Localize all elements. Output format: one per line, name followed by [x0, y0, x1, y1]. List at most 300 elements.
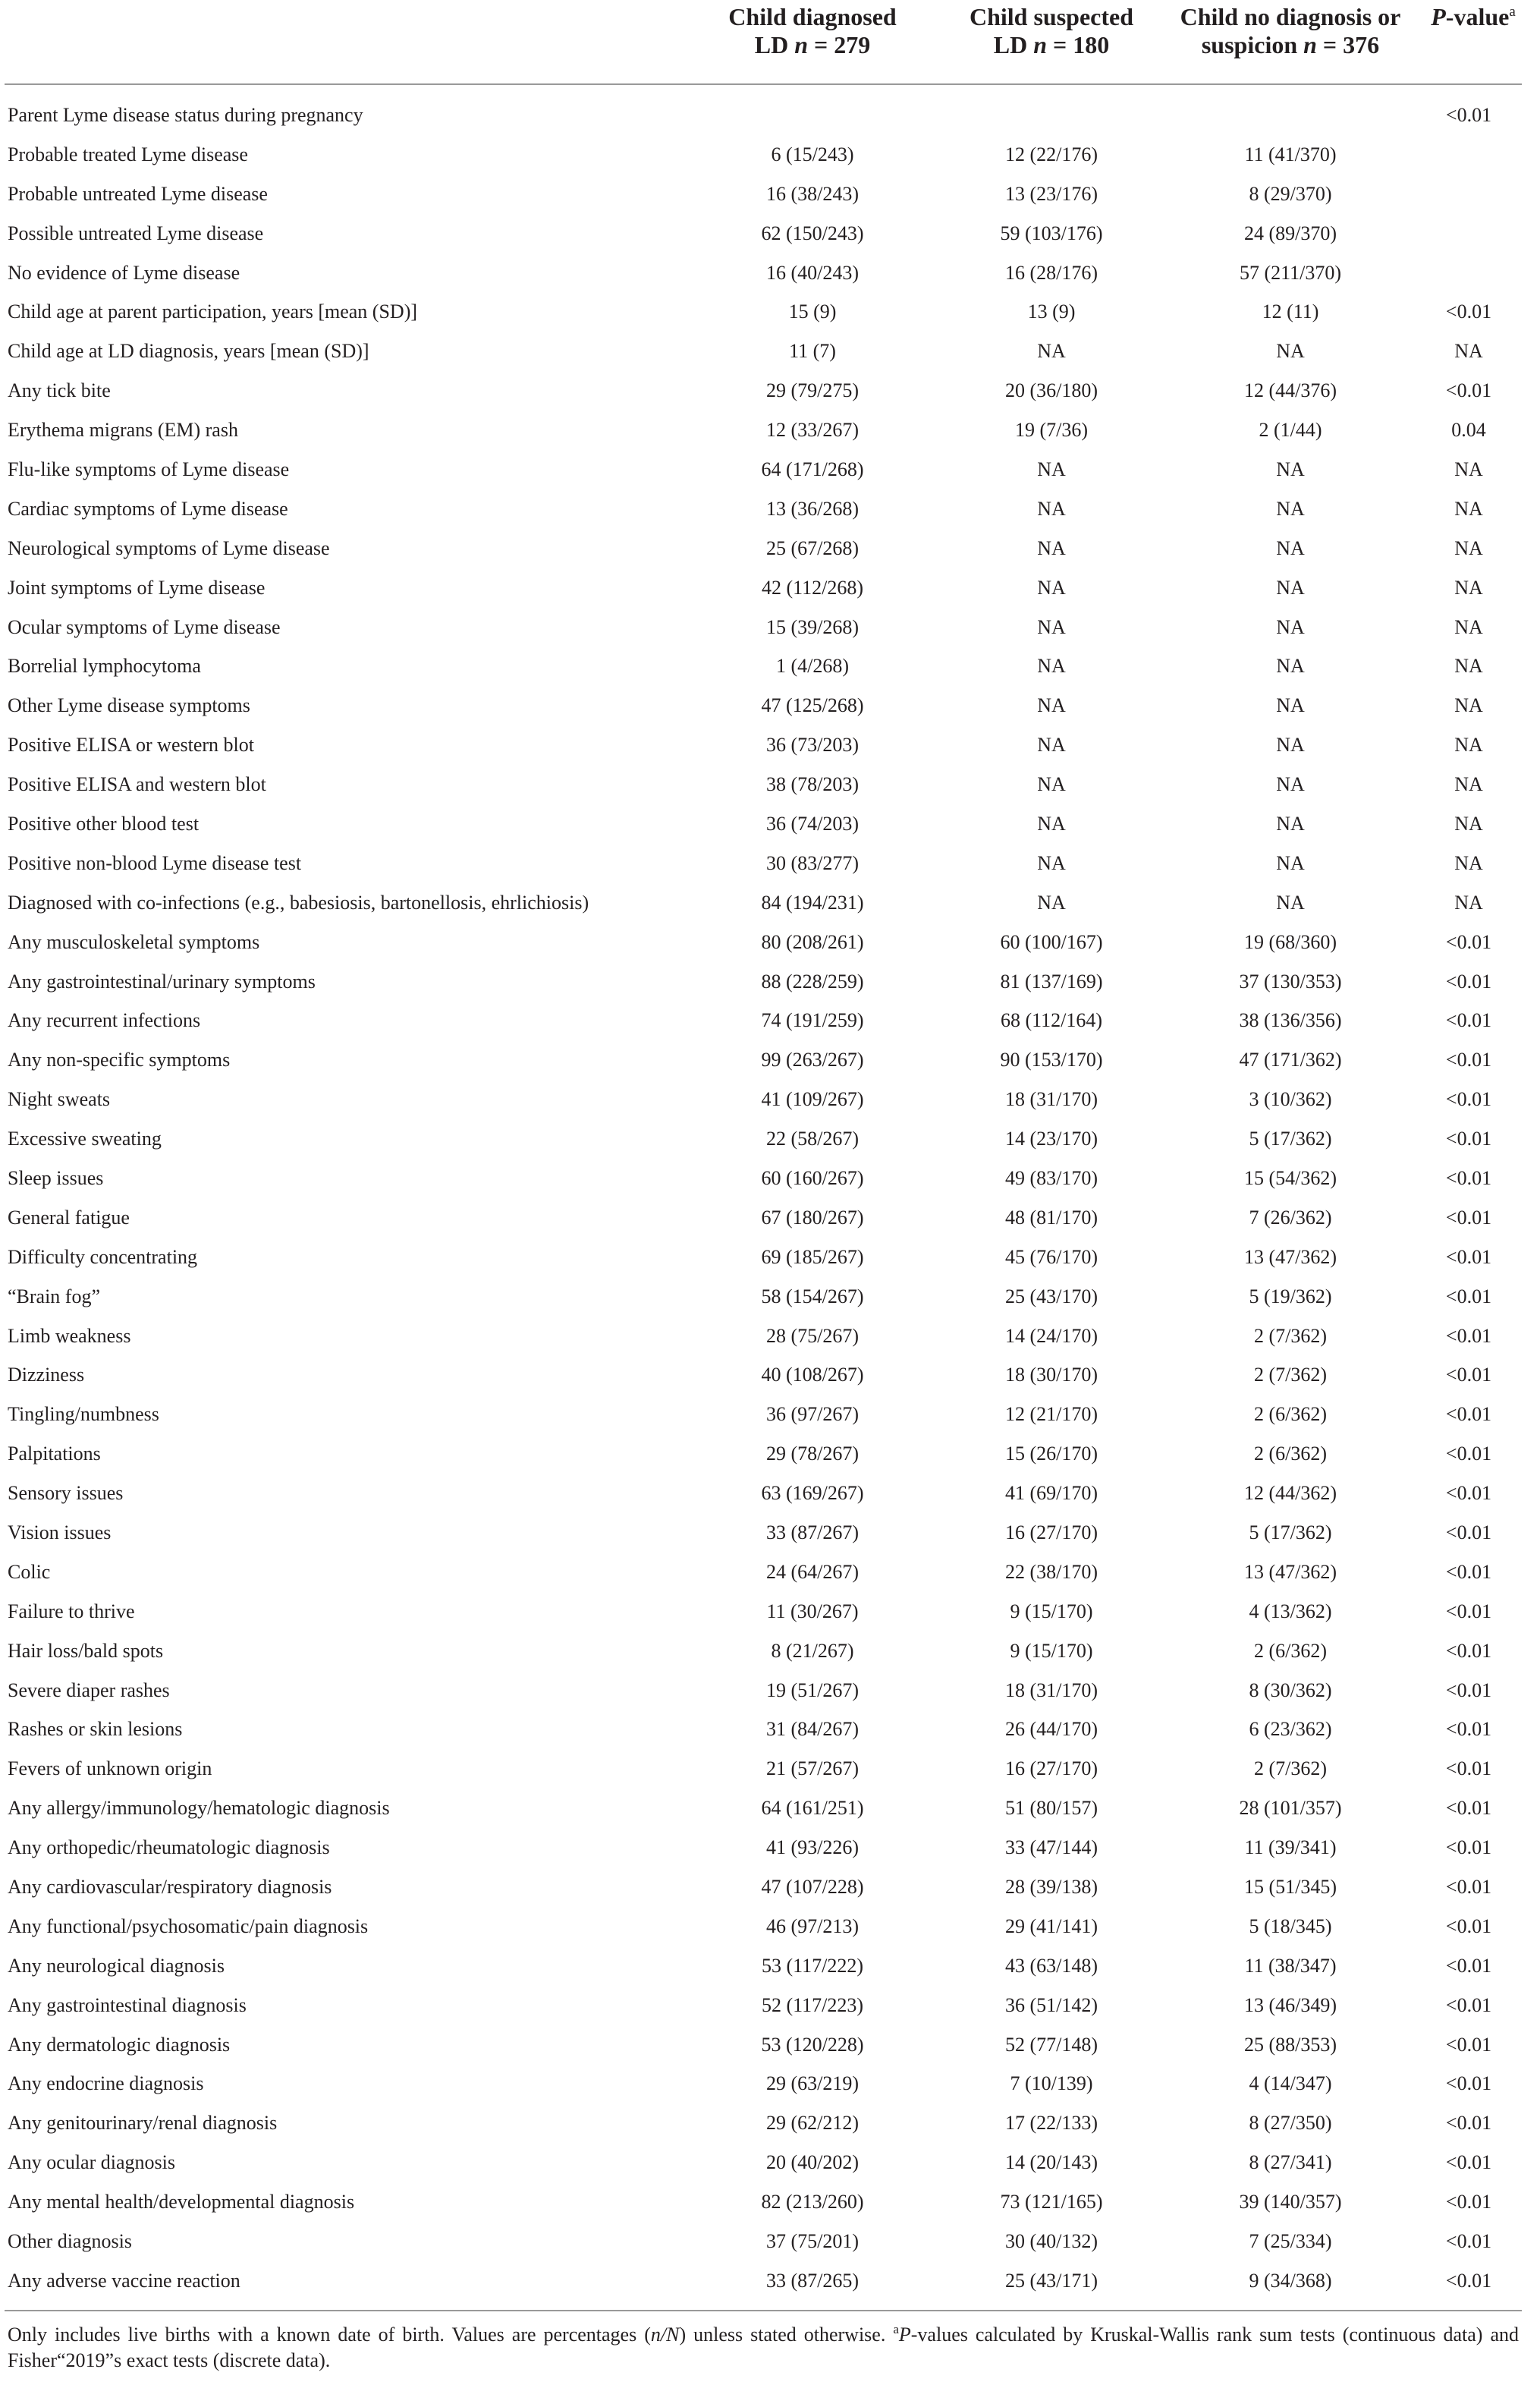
cell-child-no-diagnosis: 12 (44/362): [1243, 1482, 1337, 1505]
cell-child-no-diagnosis: 8 (27/350): [1249, 2112, 1332, 2135]
cell-p-value: <0.01: [1445, 1954, 1492, 1977]
cell-p-value: <0.01: [1445, 1245, 1492, 1268]
cell-child-diagnosed: [687, 85, 938, 135]
table-row: [5, 1198, 1522, 1238]
row-label: Other diagnosis: [8, 2230, 132, 2253]
cell-child-no-diagnosis: 9 (34/368): [1249, 2269, 1332, 2292]
cell-child-suspected: 30 (40/132): [1004, 2230, 1098, 2253]
cell-child-suspected: 60 (100/167): [1000, 930, 1103, 953]
table-row: [5, 2261, 1522, 2301]
row-label: Child age at parent participation, years [mean (SD)]: [8, 300, 418, 323]
cell-child-suspected: 90 (153/170): [1000, 1049, 1103, 1071]
cell-child-no-diagnosis: 38 (136/356): [1239, 1009, 1342, 1032]
cell-child-no-diagnosis: 5 (17/362): [1249, 1128, 1332, 1150]
cell-child-diagnosed: 63 (169/267): [761, 1482, 864, 1505]
cell-p-value: <0.01: [1445, 1797, 1492, 1820]
table-row: [5, 1356, 1522, 1395]
cell-p-value: <0.01: [1445, 1285, 1492, 1307]
cell-child-no-diagnosis: 13 (47/362): [1243, 1560, 1337, 1583]
cell-child-diagnosed: 28 (75/267): [765, 1324, 860, 1347]
row-label: Palpitations: [8, 1443, 101, 1465]
cell-child-diagnosed: 74 (191/259): [761, 1009, 864, 1032]
cell-child-diagnosed: 11 (7): [789, 340, 836, 363]
cell-child-no-diagnosis: 2 (7/362): [1253, 1757, 1328, 1780]
cell-child-diagnosed: 84 (194/231): [761, 891, 864, 914]
cell-p-value: <0.01: [1445, 1128, 1492, 1150]
table-row: [5, 568, 1522, 608]
cell-p-value: <0.01: [1445, 103, 1492, 126]
cell-child-no-diagnosis: 5 (19/362): [1249, 1285, 1332, 1307]
row-label: Colic: [8, 1560, 51, 1583]
cell-child-suspected: 9 (15/170): [1010, 1639, 1093, 1662]
cell-child-suspected: 17 (22/133): [1004, 2112, 1098, 2135]
cell-p-value: NA: [1454, 655, 1483, 678]
header-line: Child diagnosed: [728, 3, 897, 30]
cell-child-suspected: 49 (83/170): [1004, 1166, 1098, 1189]
cell-child-no-diagnosis: NA: [1276, 615, 1305, 638]
row-label: No evidence of Lyme disease: [8, 261, 240, 284]
cell-p-value: NA: [1454, 497, 1483, 520]
row-label: Probable untreated Lyme disease: [8, 182, 268, 205]
cell-p-value: <0.01: [1445, 1876, 1492, 1899]
row-label: Parent Lyme disease status during pregnancy: [8, 103, 363, 126]
row-label: Neurological symptoms of Lyme disease: [8, 536, 330, 559]
cell-child-no-diagnosis: NA: [1276, 536, 1305, 559]
table-row: [5, 253, 1522, 293]
cell-child-suspected: 16 (28/176): [1004, 261, 1098, 284]
cell-p-value: NA: [1454, 891, 1483, 914]
cell-child-diagnosed: 13 (36/268): [765, 497, 860, 520]
table-figure: [5, 0, 1522, 2374]
header-line: LD n = 279: [754, 31, 871, 58]
table-row: [5, 1040, 1522, 1080]
row-label: Tingling/numbness: [8, 1403, 159, 1426]
cell-p-value: <0.01: [1445, 1443, 1492, 1465]
cell-child-no-diagnosis: 6 (23/362): [1249, 1718, 1332, 1741]
cell-child-no-diagnosis: NA: [1276, 458, 1305, 480]
cell-child-no-diagnosis: NA: [1276, 694, 1305, 717]
table-row: [5, 1277, 1522, 1317]
cell-child-diagnosed: 99 (263/267): [761, 1049, 864, 1071]
table-row: [5, 1907, 1522, 1946]
row-label: Sleep issues: [8, 1166, 104, 1189]
cell-p-value: <0.01: [1445, 2151, 1492, 2174]
cell-child-diagnosed: 41 (93/226): [765, 1836, 860, 1859]
cell-child-suspected: 18 (31/170): [1004, 1088, 1098, 1111]
cell-child-no-diagnosis: 11 (39/341): [1244, 1836, 1337, 1859]
row-label: Dizziness: [8, 1364, 85, 1386]
cell-child-diagnosed: 29 (63/219): [765, 2072, 860, 2095]
cell-child-suspected: 22 (38/170): [1004, 1560, 1098, 1583]
table-row: [5, 923, 1522, 962]
cell-child-suspected: 16 (27/170): [1004, 1757, 1098, 1780]
row-label: Difficulty concentrating: [8, 1245, 198, 1268]
table-footnote: Only includes live births with a known date of birth. Values are percentages (n/N) unless stated otherwise. $^a$P-values calculated by Kruskal-Wallis rank sum tests (continuous data) and Fisher“2019”s exact tests (discrete data).: [8, 2321, 1519, 2371]
row-label: Excessive sweating: [8, 1128, 162, 1150]
cell-child-no-diagnosis: [1165, 85, 1416, 135]
cell-child-no-diagnosis: 7 (26/362): [1249, 1206, 1332, 1229]
cell-child-suspected: 81 (137/169): [1000, 970, 1103, 993]
cell-child-diagnosed: 80 (208/261): [761, 930, 864, 953]
row-label: Any cardiovascular/respiratory diagnosis: [8, 1876, 332, 1899]
cell-child-no-diagnosis: 19 (68/360): [1243, 930, 1337, 953]
table-row: [5, 1946, 1522, 1986]
cell-p-value: <0.01: [1445, 1836, 1492, 1859]
cell-child-diagnosed: 53 (120/228): [761, 2033, 864, 2056]
cell-p-value: [1416, 175, 1522, 214]
cell-child-suspected: 14 (23/170): [1004, 1128, 1098, 1150]
cell-child-no-diagnosis: 2 (6/362): [1253, 1403, 1328, 1426]
cell-child-no-diagnosis: 2 (6/362): [1253, 1443, 1328, 1465]
table-row: [5, 1317, 1522, 1356]
table-row: [5, 489, 1522, 529]
cell-child-suspected: 20 (36/180): [1004, 379, 1098, 402]
header-line: Child no diagnosis or: [1180, 3, 1401, 30]
cell-p-value: [1416, 253, 1522, 293]
row-label: Any genitourinary/renal diagnosis: [8, 2112, 278, 2135]
table-row: [5, 1592, 1522, 1631]
cell-p-value: <0.01: [1445, 1679, 1492, 1701]
cell-child-diagnosed: 36 (97/267): [765, 1403, 860, 1426]
cell-child-suspected: 41 (69/170): [1004, 1482, 1098, 1505]
cell-p-value: [1416, 135, 1522, 175]
cell-child-no-diagnosis: NA: [1276, 576, 1305, 599]
row-label: Borrelial lymphocytoma: [8, 655, 201, 678]
row-label: Ocular symptoms of Lyme disease: [8, 615, 281, 638]
cell-child-diagnosed: 20 (40/202): [765, 2151, 860, 2174]
row-label: Limb weakness: [8, 1324, 131, 1347]
cell-p-value: <0.01: [1445, 2033, 1492, 2056]
table-row: [5, 411, 1522, 450]
cell-child-suspected: 45 (76/170): [1004, 1245, 1098, 1268]
cell-child-suspected: 29 (41/141): [1004, 1914, 1098, 1937]
cell-child-suspected: 73 (121/165): [1000, 2191, 1103, 2213]
table-row: [5, 2025, 1522, 2065]
cell-child-suspected: 14 (20/143): [1004, 2151, 1098, 2174]
cell-p-value: <0.01: [1445, 1403, 1492, 1426]
table-row: [5, 647, 1522, 686]
cell-child-suspected: 33 (47/144): [1004, 1836, 1098, 1859]
row-label: Any tick bite: [8, 379, 111, 402]
cell-child-no-diagnosis: NA: [1276, 655, 1305, 678]
cell-child-no-diagnosis: 24 (89/370): [1243, 222, 1337, 244]
row-label: Cardiac symptoms of Lyme disease: [8, 497, 288, 520]
cell-p-value: <0.01: [1445, 2072, 1492, 2095]
cell-child-suspected: 48 (81/170): [1004, 1206, 1098, 1229]
table-row: [5, 1671, 1522, 1710]
cell-child-diagnosed: 58 (154/267): [761, 1285, 864, 1307]
cell-child-diagnosed: 16 (38/243): [765, 182, 860, 205]
cell-p-value: <0.01: [1445, 2230, 1492, 2253]
table-row: [5, 2143, 1522, 2182]
header-line: suspicion n = 376: [1201, 31, 1380, 58]
cell-child-diagnosed: 29 (79/275): [765, 379, 860, 402]
cell-child-suspected: [938, 85, 1165, 135]
row-label: Any orthopedic/rheumatologic diagnosis: [8, 1836, 330, 1859]
cell-child-suspected: 15 (26/170): [1004, 1443, 1098, 1465]
cell-child-diagnosed: 19 (51/267): [765, 1679, 860, 1701]
row-label: Positive other blood test: [8, 812, 200, 835]
cell-child-no-diagnosis: NA: [1276, 773, 1305, 796]
row-label: Any ocular diagnosis: [8, 2151, 175, 2174]
cell-child-diagnosed: 69 (185/267): [761, 1245, 864, 1268]
cell-p-value: NA: [1454, 576, 1483, 599]
table-row: [5, 1553, 1522, 1592]
table-row: [5, 608, 1522, 647]
cell-child-diagnosed: 47 (107/228): [761, 1876, 864, 1899]
cell-p-value: <0.01: [1445, 1206, 1492, 1229]
cell-child-diagnosed: 31 (84/267): [765, 1718, 860, 1741]
cell-child-diagnosed: 37 (75/201): [765, 2230, 860, 2253]
table-row: [5, 371, 1522, 411]
cell-p-value: <0.01: [1445, 1718, 1492, 1741]
row-label: Sensory issues: [8, 1482, 124, 1505]
cell-p-value: <0.01: [1445, 1088, 1492, 1111]
cell-child-diagnosed: 40 (108/267): [761, 1364, 864, 1386]
table-row: [5, 332, 1522, 371]
cell-child-no-diagnosis: 2 (7/362): [1253, 1324, 1328, 1347]
table-row: [5, 214, 1522, 253]
cell-child-no-diagnosis: 8 (30/362): [1249, 1679, 1332, 1701]
cell-child-suspected: 59 (103/176): [1000, 222, 1103, 244]
row-label: Positive ELISA and western blot: [8, 773, 266, 796]
cell-child-diagnosed: 29 (62/212): [765, 2112, 860, 2135]
table-row: [5, 1238, 1522, 1277]
cell-child-diagnosed: 64 (161/251): [761, 1797, 864, 1820]
cell-child-suspected: 26 (44/170): [1004, 1718, 1098, 1741]
cell-p-value: <0.01: [1445, 1049, 1492, 1071]
cell-child-diagnosed: 36 (74/203): [765, 812, 860, 835]
cell-child-diagnosed: 15 (39/268): [765, 615, 860, 638]
cell-child-diagnosed: 33 (87/265): [765, 2269, 860, 2292]
cell-child-suspected: 68 (112/164): [1000, 1009, 1103, 1032]
cell-child-no-diagnosis: 47 (171/362): [1239, 1049, 1342, 1071]
cell-child-diagnosed: 42 (112/268): [761, 576, 864, 599]
cell-child-diagnosed: 30 (83/277): [765, 851, 860, 874]
cell-p-value: NA: [1454, 812, 1483, 835]
table-row: [5, 1828, 1522, 1867]
cell-child-suspected: 51 (80/157): [1004, 1797, 1098, 1820]
table-row: [5, 2103, 1522, 2143]
row-label: Any allergy/immunology/hematologic diagnosis: [8, 1797, 390, 1820]
table-row: [5, 1001, 1522, 1040]
cell-child-no-diagnosis: 25 (88/353): [1243, 2033, 1337, 2056]
row-label: “Brain fog”: [8, 1285, 101, 1307]
cell-child-diagnosed: 88 (228/259): [761, 970, 864, 993]
cell-child-suspected: 52 (77/148): [1004, 2033, 1098, 2056]
cell-child-no-diagnosis: 4 (13/362): [1249, 1600, 1332, 1622]
cell-child-suspected: NA: [1037, 734, 1066, 757]
row-label: Failure to thrive: [8, 1600, 135, 1622]
table-row: [5, 1119, 1522, 1159]
cell-child-suspected: 9 (15/170): [1010, 1600, 1093, 1622]
cell-p-value: <0.01: [1445, 2269, 1492, 2292]
cell-child-no-diagnosis: NA: [1276, 812, 1305, 835]
row-label: Any musculoskeletal symptoms: [8, 930, 260, 953]
cell-child-diagnosed: 24 (64/267): [765, 1560, 860, 1583]
table-row: [5, 2182, 1522, 2222]
cell-child-no-diagnosis: 13 (46/349): [1243, 1993, 1337, 2016]
cell-child-no-diagnosis: 3 (10/362): [1249, 1088, 1332, 1111]
cell-child-suspected: 16 (27/170): [1004, 1521, 1098, 1543]
cell-child-no-diagnosis: 7 (25/334): [1249, 2230, 1332, 2253]
row-label: Any gastrointestinal/urinary symptoms: [8, 970, 316, 993]
cell-child-suspected: 25 (43/170): [1004, 1285, 1098, 1307]
header-child-diagnosed: [687, 3, 938, 59]
cell-child-suspected: NA: [1037, 655, 1066, 678]
cell-child-diagnosed: 47 (125/268): [761, 694, 864, 717]
cell-child-suspected: NA: [1037, 891, 1066, 914]
cell-child-suspected: 25 (43/171): [1004, 2269, 1098, 2292]
table-row: [5, 1986, 1522, 2025]
row-label: Any mental health/developmental diagnosis: [8, 2191, 355, 2213]
cell-child-no-diagnosis: 13 (47/362): [1243, 1245, 1337, 1268]
data-table: [5, 85, 1522, 2301]
row-label: Any non-specific symptoms: [8, 1049, 231, 1071]
cell-child-no-diagnosis: 2 (1/44): [1259, 419, 1322, 442]
cell-child-suspected: NA: [1037, 497, 1066, 520]
cell-p-value: NA: [1454, 458, 1483, 480]
cell-child-no-diagnosis: 15 (51/345): [1243, 1876, 1337, 1899]
cell-p-value: NA: [1454, 773, 1483, 796]
cell-p-value: <0.01: [1445, 1560, 1492, 1583]
table-row: [5, 1159, 1522, 1198]
cell-child-no-diagnosis: 8 (29/370): [1249, 182, 1332, 205]
table-row: [5, 962, 1522, 1002]
cell-child-suspected: NA: [1037, 458, 1066, 480]
cell-child-diagnosed: 25 (67/268): [765, 536, 860, 559]
cell-p-value: <0.01: [1445, 2191, 1492, 2213]
cell-child-no-diagnosis: 37 (130/353): [1239, 970, 1342, 993]
cell-child-suspected: NA: [1037, 773, 1066, 796]
cell-child-no-diagnosis: 2 (6/362): [1253, 1639, 1328, 1662]
cell-p-value: NA: [1454, 734, 1483, 757]
cell-child-suspected: 43 (63/148): [1004, 1954, 1098, 1977]
cell-child-no-diagnosis: 12 (44/376): [1243, 379, 1337, 402]
cell-p-value: <0.01: [1445, 1639, 1492, 1662]
cell-child-diagnosed: 46 (97/213): [765, 1914, 860, 1937]
header-line: Child suspected: [969, 3, 1134, 30]
cell-p-value: <0.01: [1445, 1993, 1492, 2016]
row-label: Flu-like symptoms of Lyme disease: [8, 458, 290, 480]
table-row: [5, 1749, 1522, 1789]
cell-child-no-diagnosis: NA: [1276, 891, 1305, 914]
cell-p-value: NA: [1454, 536, 1483, 559]
cell-child-suspected: NA: [1037, 576, 1066, 599]
table-row: [5, 1710, 1522, 1750]
header-child-suspected: [938, 3, 1165, 59]
cell-child-suspected: NA: [1037, 812, 1066, 835]
table-row: [5, 1631, 1522, 1671]
cell-p-value: <0.01: [1445, 2112, 1492, 2135]
cell-child-diagnosed: 1 (4/268): [775, 655, 850, 678]
cell-child-suspected: NA: [1037, 536, 1066, 559]
cell-child-suspected: 19 (7/36): [1014, 419, 1089, 442]
cell-p-value: <0.01: [1445, 930, 1492, 953]
cell-p-value: <0.01: [1445, 970, 1492, 993]
cell-child-diagnosed: 22 (58/267): [765, 1128, 860, 1150]
cell-child-no-diagnosis: 8 (27/341): [1249, 2151, 1332, 2174]
row-label: Positive ELISA or western blot: [8, 734, 254, 757]
table-row: [5, 175, 1522, 214]
cell-child-diagnosed: 52 (117/223): [761, 1993, 864, 2016]
cell-child-diagnosed: 41 (109/267): [761, 1088, 864, 1111]
row-label: Night sweats: [8, 1088, 111, 1111]
cell-child-diagnosed: 21 (57/267): [765, 1757, 860, 1780]
table-row: [5, 844, 1522, 883]
header-line: LD n = 180: [993, 31, 1110, 58]
row-label: Rashes or skin lesions: [8, 1718, 183, 1741]
cell-p-value: <0.01: [1445, 1166, 1492, 1189]
cell-child-no-diagnosis: 12 (11): [1262, 300, 1319, 323]
cell-child-diagnosed: 12 (33/267): [765, 419, 860, 442]
row-label: Any recurrent infections: [8, 1009, 201, 1032]
cell-child-suspected: 7 (10/139): [1010, 2072, 1093, 2095]
row-label: Probable treated Lyme disease: [8, 143, 248, 165]
cell-child-diagnosed: 8 (21/267): [771, 1639, 854, 1662]
table-row: [5, 686, 1522, 725]
cell-p-value: <0.01: [1445, 1914, 1492, 1937]
cell-child-diagnosed: 67 (180/267): [761, 1206, 864, 1229]
table-row: [5, 1395, 1522, 1434]
table-row: [5, 2065, 1522, 2104]
cell-p-value: NA: [1454, 615, 1483, 638]
cell-p-value: <0.01: [1445, 1009, 1492, 1032]
table-row: [5, 1474, 1522, 1513]
row-label: Other Lyme disease symptoms: [8, 694, 250, 717]
cell-child-diagnosed: 6 (15/243): [771, 143, 854, 165]
cell-child-suspected: 18 (30/170): [1004, 1364, 1098, 1386]
cell-p-value: <0.01: [1445, 1364, 1492, 1386]
cell-child-no-diagnosis: NA: [1276, 340, 1305, 363]
cell-child-no-diagnosis: 28 (101/357): [1239, 1797, 1342, 1820]
cell-child-diagnosed: 82 (213/260): [761, 2191, 864, 2213]
row-label: Vision issues: [8, 1521, 112, 1543]
cell-child-suspected: 12 (21/170): [1004, 1403, 1098, 1426]
cell-child-no-diagnosis: 2 (7/362): [1253, 1364, 1328, 1386]
table-row: [5, 765, 1522, 804]
cell-child-no-diagnosis: 11 (41/370): [1244, 143, 1337, 165]
table-row: [5, 529, 1522, 568]
table-row: [5, 135, 1522, 175]
cell-child-diagnosed: 33 (87/267): [765, 1521, 860, 1543]
cell-child-no-diagnosis: 39 (140/357): [1239, 2191, 1342, 2213]
cell-child-no-diagnosis: 57 (211/370): [1239, 261, 1342, 284]
cell-child-diagnosed: 53 (117/222): [761, 1954, 864, 1977]
cell-child-no-diagnosis: NA: [1276, 497, 1305, 520]
cell-p-value: NA: [1454, 851, 1483, 874]
header-p-value: P-value$^a$: [1431, 3, 1516, 30]
row-label: Any dermatologic diagnosis: [8, 2033, 231, 2056]
cell-child-diagnosed: 11 (30/267): [766, 1600, 859, 1622]
cell-child-no-diagnosis: 5 (17/362): [1249, 1521, 1332, 1543]
table-row: [5, 1513, 1522, 1553]
table-row: [5, 85, 1522, 135]
row-label: General fatigue: [8, 1206, 130, 1229]
cell-child-diagnosed: 62 (150/243): [761, 222, 864, 244]
cell-child-suspected: 12 (22/176): [1004, 143, 1098, 165]
table-row: [5, 292, 1522, 332]
cell-child-diagnosed: 64 (171/268): [761, 458, 864, 480]
cell-child-no-diagnosis: 15 (54/362): [1243, 1166, 1337, 1189]
cell-p-value: <0.01: [1445, 1521, 1492, 1543]
cell-child-suspected: 13 (23/176): [1004, 182, 1098, 205]
row-label: Fevers of unknown origin: [8, 1757, 212, 1780]
cell-child-diagnosed: 60 (160/267): [761, 1166, 864, 1189]
row-label: Positive non-blood Lyme disease test: [8, 851, 302, 874]
table-row: [5, 1434, 1522, 1474]
row-label: Hair loss/bald spots: [8, 1639, 164, 1662]
